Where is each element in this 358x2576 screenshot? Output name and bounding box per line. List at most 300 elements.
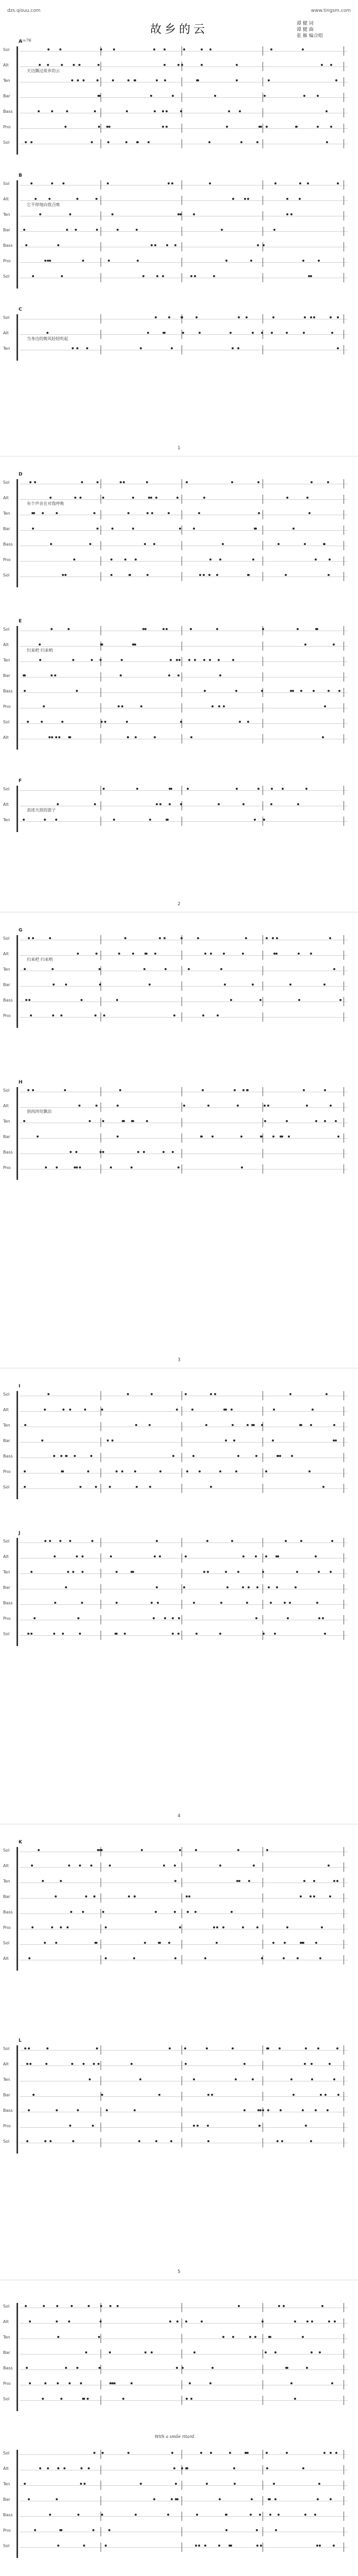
note-mark [284, 1602, 286, 1604]
note-mark [194, 659, 196, 661]
note-mark [147, 574, 149, 576]
note-mark [65, 1586, 67, 1588]
note-mark [336, 1880, 338, 1882]
note-mark [166, 628, 168, 630]
note-mark [100, 2305, 102, 2307]
note-mark [207, 1571, 209, 1573]
note-mark [48, 736, 51, 738]
note-mark [159, 803, 161, 805]
part-label: Bass [3, 109, 13, 114]
note-mark [316, 2545, 318, 2547]
note-mark [178, 1617, 180, 1619]
page-number: 4 [177, 1814, 181, 1819]
note-mark [25, 2305, 27, 2307]
part-label: Sol [3, 1632, 10, 1636]
note-mark [252, 558, 254, 561]
note-mark [123, 481, 125, 483]
note-mark [71, 2063, 73, 2065]
note-mark [73, 558, 75, 561]
note-mark [59, 48, 61, 50]
note-mark [181, 937, 183, 939]
note-mark [274, 182, 276, 184]
note-mark [150, 497, 152, 499]
note-mark [164, 48, 166, 50]
note-mark [187, 788, 189, 790]
note-mark [77, 953, 79, 955]
staff-line [3, 1437, 348, 1447]
note-mark [313, 316, 315, 318]
note-mark [270, 48, 272, 50]
note-mark [102, 1911, 104, 1913]
note-mark [170, 659, 172, 661]
music-system [3, 1080, 348, 1180]
note-mark [100, 643, 102, 646]
staff-rule [20, 2338, 348, 2339]
staff-line [3, 997, 348, 1006]
note-mark [257, 481, 259, 483]
note-mark [303, 1089, 305, 1091]
note-mark [62, 1470, 64, 1472]
part-label: Bass [3, 243, 13, 248]
note-mark [173, 2467, 175, 2469]
staff-rule [20, 646, 348, 647]
note-mark [242, 1555, 245, 1557]
note-mark [194, 1911, 197, 1913]
note-mark [256, 1586, 258, 1588]
note-mark [289, 984, 291, 986]
note-mark [41, 721, 43, 723]
note-mark [144, 1942, 146, 1944]
note-mark [95, 198, 97, 200]
staff-line [3, 2061, 348, 2070]
music-system [3, 1531, 348, 1646]
note-mark [57, 2382, 59, 2384]
note-mark [183, 48, 185, 50]
note-mark [300, 1895, 302, 1897]
note-mark [314, 2514, 316, 2516]
note-mark [276, 1586, 278, 1588]
note-mark [98, 2336, 100, 2338]
staff-line [3, 1940, 348, 1949]
note-mark [225, 2529, 227, 2531]
part-label: Bass [3, 1910, 13, 1914]
note-mark [246, 1602, 248, 1604]
note-mark [94, 110, 96, 112]
note-mark [248, 574, 250, 576]
note-mark [27, 1633, 29, 1635]
note-mark [310, 275, 312, 277]
note-mark [49, 937, 51, 939]
note-mark [324, 705, 326, 707]
note-mark [201, 2320, 203, 2323]
note-mark [26, 2367, 28, 2369]
staff-line [3, 196, 348, 207]
note-mark [46, 332, 48, 334]
note-mark [239, 110, 241, 112]
note-mark [311, 481, 313, 483]
part-label: Bass [3, 1150, 13, 1155]
score-page [0, 912, 358, 1368]
note-mark [98, 126, 100, 128]
score-page [0, 1368, 358, 1824]
note-mark [238, 1880, 240, 1882]
staff-line [3, 641, 348, 653]
note-mark [275, 1555, 278, 1557]
note-mark [234, 2483, 236, 2485]
note-mark [210, 1393, 212, 1395]
note-mark [113, 2382, 116, 2384]
staff-rule [20, 1604, 348, 1605]
note-mark [226, 126, 228, 128]
part-label: Sol [3, 2397, 10, 2401]
note-mark [30, 1571, 32, 1573]
note-mark [80, 999, 83, 1001]
note-mark [209, 2382, 211, 2384]
note-mark [319, 2351, 321, 2353]
note-mark [65, 1455, 67, 1457]
note-mark [196, 79, 198, 81]
note-mark [68, 2320, 70, 2323]
note-mark [181, 2467, 183, 2469]
note-mark [265, 2351, 267, 2353]
note-mark [184, 2047, 186, 2049]
note-mark [109, 1486, 111, 1488]
note-mark [69, 736, 71, 738]
note-mark [330, 1105, 332, 1107]
note-mark [60, 2398, 62, 2400]
note-mark [50, 497, 52, 499]
note-mark [157, 1602, 159, 1604]
note-mark [263, 1633, 265, 1635]
note-mark [304, 2063, 306, 2065]
note-mark [63, 2467, 66, 2469]
part-label: Sol [3, 140, 10, 145]
note-mark [134, 79, 136, 81]
note-mark [211, 705, 214, 707]
part-label: Bass [3, 689, 13, 693]
note-mark [56, 1166, 58, 1168]
staff-line [3, 227, 348, 236]
note-mark [156, 1586, 158, 1588]
staff-rule [20, 1898, 348, 1899]
staff-line [3, 345, 348, 354]
part-label: Ten [3, 2482, 10, 2486]
note-mark [106, 2109, 108, 2111]
note-mark [126, 110, 128, 112]
note-mark [334, 2320, 336, 2323]
note-mark [274, 2351, 276, 2353]
note-mark [127, 79, 129, 81]
note-mark [316, 1602, 318, 1604]
note-mark [239, 721, 241, 723]
note-mark [271, 332, 273, 334]
note-mark [330, 1571, 332, 1573]
part-label: Sol [3, 787, 10, 791]
part-label: Ten [3, 818, 10, 822]
note-mark [74, 1166, 76, 1168]
note-mark [275, 953, 278, 955]
part-label: Bar [3, 527, 10, 531]
staff-line [3, 1553, 348, 1563]
note-mark [310, 2140, 312, 2142]
part-label: Bass [3, 2513, 13, 2517]
staff-rule [20, 561, 348, 562]
note-mark [231, 1540, 233, 1542]
note-mark [62, 574, 64, 576]
lyric-line: 天边飘过故乡的云 [27, 69, 60, 73]
staff-line [3, 1118, 348, 1127]
note-mark [243, 2109, 246, 2111]
note-mark [94, 1014, 96, 1016]
note-mark [137, 141, 139, 143]
note-mark [166, 126, 168, 128]
staff-line [3, 2496, 348, 2505]
note-mark [330, 316, 332, 318]
staff-line [3, 1149, 348, 1158]
note-mark [102, 1151, 104, 1153]
staff-rule [20, 1442, 348, 1443]
note-mark [176, 497, 178, 499]
staff-rule [20, 530, 348, 531]
note-mark [127, 2452, 129, 2454]
note-mark [285, 1540, 287, 1542]
part-label: Bar [3, 2093, 10, 2097]
note-mark [220, 1602, 222, 1604]
staff-line [3, 801, 348, 812]
note-mark [99, 968, 101, 970]
note-mark [69, 1409, 71, 1411]
note-mark [188, 1895, 190, 1897]
note-mark [199, 332, 201, 334]
performance-direction: With a smile ritard. [155, 2434, 196, 2439]
note-mark [113, 819, 115, 821]
note-mark [55, 819, 57, 821]
note-mark [203, 574, 205, 576]
note-mark [193, 2078, 195, 2080]
note-mark [174, 1880, 176, 1882]
note-mark [55, 1895, 57, 1897]
note-mark [203, 497, 205, 499]
note-mark [117, 229, 119, 231]
rehearsal-mark: H [19, 1080, 23, 1085]
note-mark [120, 481, 122, 483]
note-mark [97, 95, 100, 97]
note-mark [198, 512, 200, 514]
note-mark [335, 1120, 337, 1122]
note-mark [151, 244, 153, 246]
staff-rule [20, 128, 348, 129]
note-mark [119, 1089, 121, 1091]
part-label: Ten [3, 2335, 10, 2340]
note-mark [77, 2109, 79, 2111]
staff-rule [20, 1017, 348, 1018]
note-mark [112, 79, 114, 81]
note-mark [231, 1409, 233, 1411]
staff-line [3, 786, 348, 795]
staff-rule [20, 790, 348, 791]
staff-rule [20, 262, 348, 263]
note-mark [60, 1014, 62, 1016]
part-label: Alt [3, 1956, 9, 1961]
note-mark [322, 1486, 324, 1488]
note-mark [286, 1926, 288, 1928]
staff-rule [20, 2454, 348, 2455]
note-mark [172, 95, 174, 97]
note-mark [214, 95, 216, 97]
staff-line [3, 510, 348, 519]
note-mark [200, 2452, 202, 2454]
note-mark [53, 984, 55, 986]
note-mark [90, 1865, 92, 1867]
part-label: Bass [3, 998, 13, 1003]
note-mark [159, 937, 161, 939]
note-mark [88, 2467, 90, 2469]
note-mark [192, 1455, 194, 1457]
staff-line [3, 2334, 348, 2343]
note-mark [302, 2336, 304, 2338]
note-mark [75, 1151, 77, 1153]
note-mark [131, 2063, 133, 2065]
note-mark [320, 2094, 322, 2096]
note-mark [266, 1849, 268, 1851]
note-mark [253, 1865, 255, 1867]
note-mark [127, 512, 129, 514]
note-mark [273, 2483, 275, 2485]
note-mark [286, 2452, 288, 2454]
note-mark [97, 2063, 100, 2065]
note-mark [24, 690, 26, 692]
note-mark [270, 803, 272, 805]
note-mark [218, 803, 220, 805]
note-mark [268, 2498, 270, 2500]
note-mark [142, 275, 144, 277]
note-mark [136, 788, 138, 790]
note-mark [322, 736, 324, 738]
note-mark [243, 2063, 246, 2065]
note-mark [83, 2545, 85, 2547]
note-mark [232, 2047, 234, 2049]
note-mark [237, 1849, 239, 1851]
staff-line [3, 2380, 348, 2389]
note-mark [151, 1602, 153, 1604]
note-mark [265, 1470, 267, 1472]
staff-line [3, 2543, 348, 2552]
note-mark [182, 2367, 184, 2369]
note-mark [140, 705, 142, 707]
note-mark [76, 2367, 78, 2369]
note-mark [172, 1617, 174, 1619]
staff-line [3, 1569, 348, 1578]
note-mark [139, 2078, 141, 2080]
note-mark [150, 95, 152, 97]
staff-line [3, 981, 348, 991]
staff-line [3, 46, 348, 56]
note-mark [34, 1617, 36, 1619]
note-mark [169, 2320, 171, 2323]
staff-line [3, 1893, 348, 1903]
note-mark [121, 659, 123, 661]
note-mark [124, 558, 126, 561]
staff-rule [20, 51, 348, 52]
note-mark [56, 512, 58, 514]
note-mark [103, 788, 105, 790]
note-mark [61, 275, 63, 277]
note-mark [54, 674, 56, 676]
note-mark [266, 2452, 268, 2454]
note-mark [44, 2382, 46, 2384]
note-mark [131, 1571, 133, 1573]
note-mark [100, 659, 102, 661]
staff-line [3, 314, 348, 324]
part-label: Alt [3, 2466, 9, 2471]
note-mark [199, 574, 201, 576]
note-mark [147, 332, 149, 334]
note-mark [177, 674, 180, 676]
note-mark [31, 1926, 34, 1928]
rehearsal-mark: I [19, 1384, 21, 1389]
note-mark [338, 690, 340, 692]
part-label: Alt [3, 496, 9, 500]
music-system [3, 1840, 348, 1971]
note-mark [206, 1540, 208, 1542]
note-mark [69, 2382, 71, 2384]
staff-line [3, 2349, 348, 2359]
note-mark [318, 1571, 320, 1573]
part-label: Bar [3, 94, 10, 98]
staff-line [3, 495, 348, 506]
note-mark [286, 1120, 288, 1122]
note-mark [236, 79, 238, 81]
part-label: Ten [3, 967, 10, 972]
note-mark [330, 2498, 332, 2500]
part-label: Pno [3, 1013, 11, 1018]
note-mark [75, 229, 77, 231]
staff-line [3, 1468, 348, 1478]
part-label: Sol [3, 1392, 10, 1397]
staff-line [3, 62, 348, 73]
note-mark [89, 2078, 91, 2080]
music-system [3, 173, 348, 289]
note-mark [232, 198, 234, 200]
note-mark [32, 937, 34, 939]
note-mark [38, 110, 40, 112]
note-mark [117, 1105, 119, 1107]
note-mark [331, 1540, 333, 1542]
note-mark [71, 79, 73, 81]
note-mark [136, 1486, 138, 1488]
note-mark [109, 2351, 111, 2353]
note-mark [214, 1393, 216, 1395]
note-mark [162, 1151, 165, 1153]
note-mark [153, 543, 155, 545]
note-mark [267, 1105, 269, 1107]
note-mark [55, 1942, 57, 1944]
part-label: Bar [3, 1585, 10, 1590]
note-mark [169, 2047, 171, 2049]
tempo-marking: ♩=76 [21, 38, 31, 43]
note-mark [259, 2514, 261, 2516]
note-mark [322, 1617, 324, 1619]
note-mark [235, 2078, 237, 2080]
note-mark [181, 64, 183, 66]
note-mark [158, 1942, 160, 1944]
lyric-line: 归来吧 归来哟 [27, 648, 53, 653]
note-mark [247, 198, 249, 200]
part-label: Sol [3, 2304, 10, 2309]
note-mark [326, 1393, 328, 1395]
note-mark [292, 690, 294, 692]
note-mark [207, 2125, 209, 2127]
